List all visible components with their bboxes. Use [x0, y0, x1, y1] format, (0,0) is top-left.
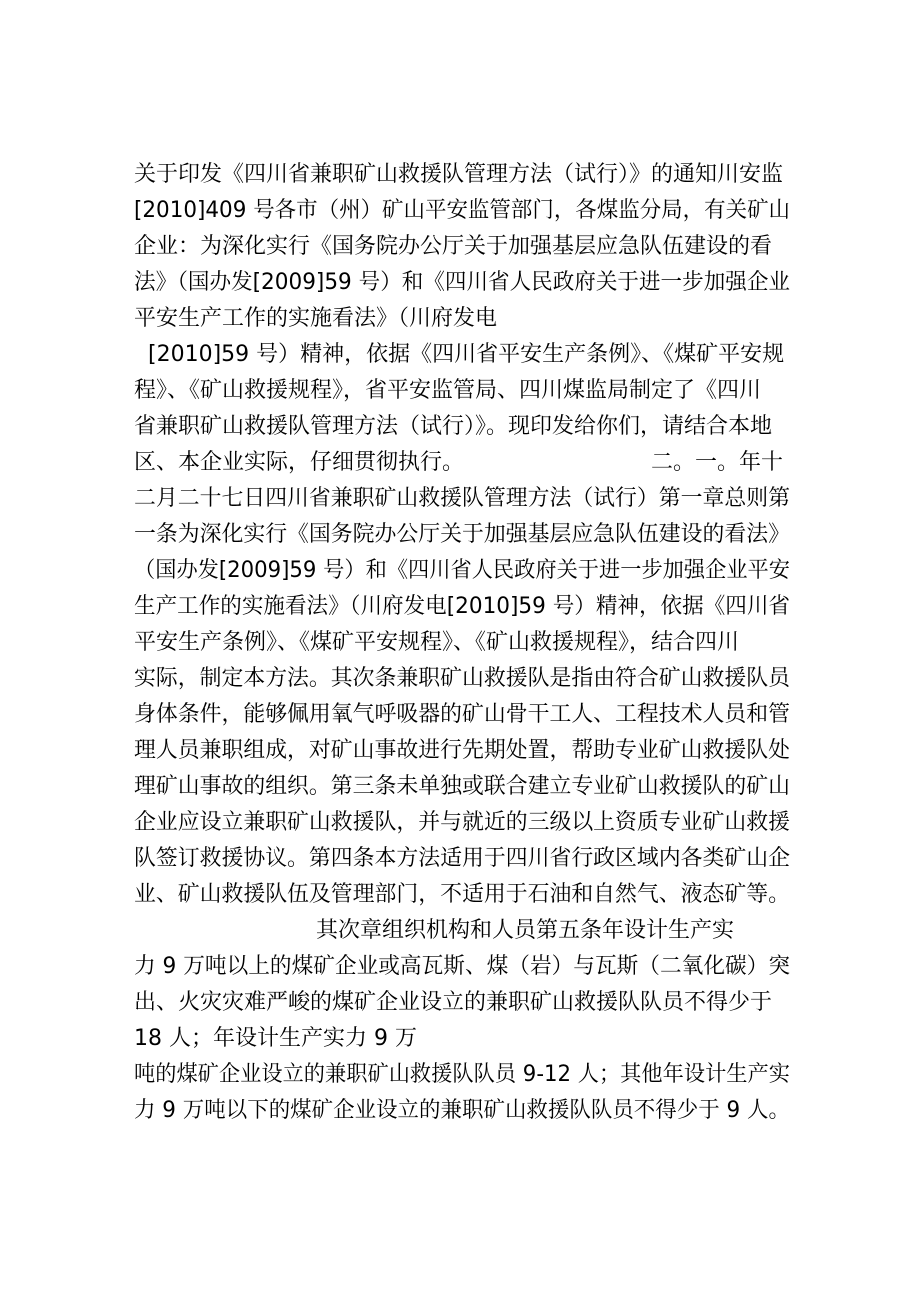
text-line: 企业应设立兼职矿山救援队，并与就近的三级以上资质专业矿山救援: [134, 810, 790, 835]
text-line: 二月二十七日四川省兼职矿山救援队管理方法（试行）第一章总则第: [134, 486, 790, 511]
text-line: 业、矿山救援队伍及管理部门，不适用于石油和自然气、液态矿等。: [134, 882, 790, 907]
text-line: 平安生产条例》、《煤矿平安规程》、《矿山救援规程》，结合四川: [134, 630, 740, 655]
text-line: 程》、《矿山救援规程》，省平安监管局、四川煤监局制定了《四川: [134, 378, 762, 403]
text-line: 理人员兼职组成，对矿山事故进行先期处置，帮助专业矿山救援队处: [134, 738, 790, 763]
text-line: 力 9 万吨以上的煤矿企业或高瓦斯、煤（岩）与瓦斯（二氧化碳）突: [134, 954, 791, 979]
date-fragment: 二。一。年十: [651, 450, 784, 475]
text-line: 实际，制定本方法。其次条兼职矿山救援队是指由符合矿山救援队员: [134, 666, 790, 691]
text-line: 关于印发《四川省兼职矿山救援队管理方法（试行）》的通知川安监: [134, 162, 784, 187]
text-line: 生产工作的实施看法》（川府发电[2010]59 号）精神，依据《四川省: [134, 594, 790, 619]
text-line: 力 9 万吨以下的煤矿企业设立的兼职矿山救援队队员不得少于 9 人。: [134, 1098, 790, 1123]
text-line: 省兼职矿山救援队管理方法（试行）》。现印发给你们，请结合本地: [134, 414, 773, 439]
text-line: 18 人；年设计生产实力 9 万: [134, 1026, 417, 1051]
text-line: 理矿山事故的组织。第三条未单独或联合建立专业矿山救援队的矿山: [134, 774, 790, 799]
text-line: 队签订救援协议。第四条本方法适用于四川省行政区域内各类矿山企: [134, 846, 790, 871]
text-line: 一条为深化实行《国务院办公厅关于加强基层应急队伍建设的看法》: [134, 522, 790, 547]
chapter-heading-line: 其次章组织机构和人员第五条年设计生产实: [316, 918, 735, 943]
text-line: 出、火灾灾难严峻的煤矿企业设立的兼职矿山救援队队员不得少于: [134, 990, 773, 1015]
text-line: [2010]59 号）精神，依据《四川省平安生产条例》、《煤矿平安规: [148, 342, 785, 367]
text-line: [2010]409 号各市（州）矿山平安监管部门，各煤监分局，有关矿山: [134, 198, 791, 223]
text-line: （国办发[2009]59 号）和《四川省人民政府关于进一步加强企业平安: [134, 558, 791, 583]
text-line: 身体条件，能够佩用氧气呼吸器的矿山骨干工人、工程技术人员和管: [134, 702, 790, 727]
text-line: 区、本企业实际，仔细贯彻执行。: [134, 450, 465, 475]
text-line: 企业：为深化实行《国务院办公厅关于加强基层应急队伍建设的看: [134, 234, 773, 259]
text-line: 吨的煤矿企业设立的兼职矿山救援队队员 9-12 人；其他年设计生产实: [134, 1062, 790, 1087]
text-line: 法》（国办发[2009]59 号）和《四川省人民政府关于进一步加强企业: [134, 270, 790, 295]
text-line: 平安生产工作的实施看法》（川府发电: [134, 306, 498, 331]
